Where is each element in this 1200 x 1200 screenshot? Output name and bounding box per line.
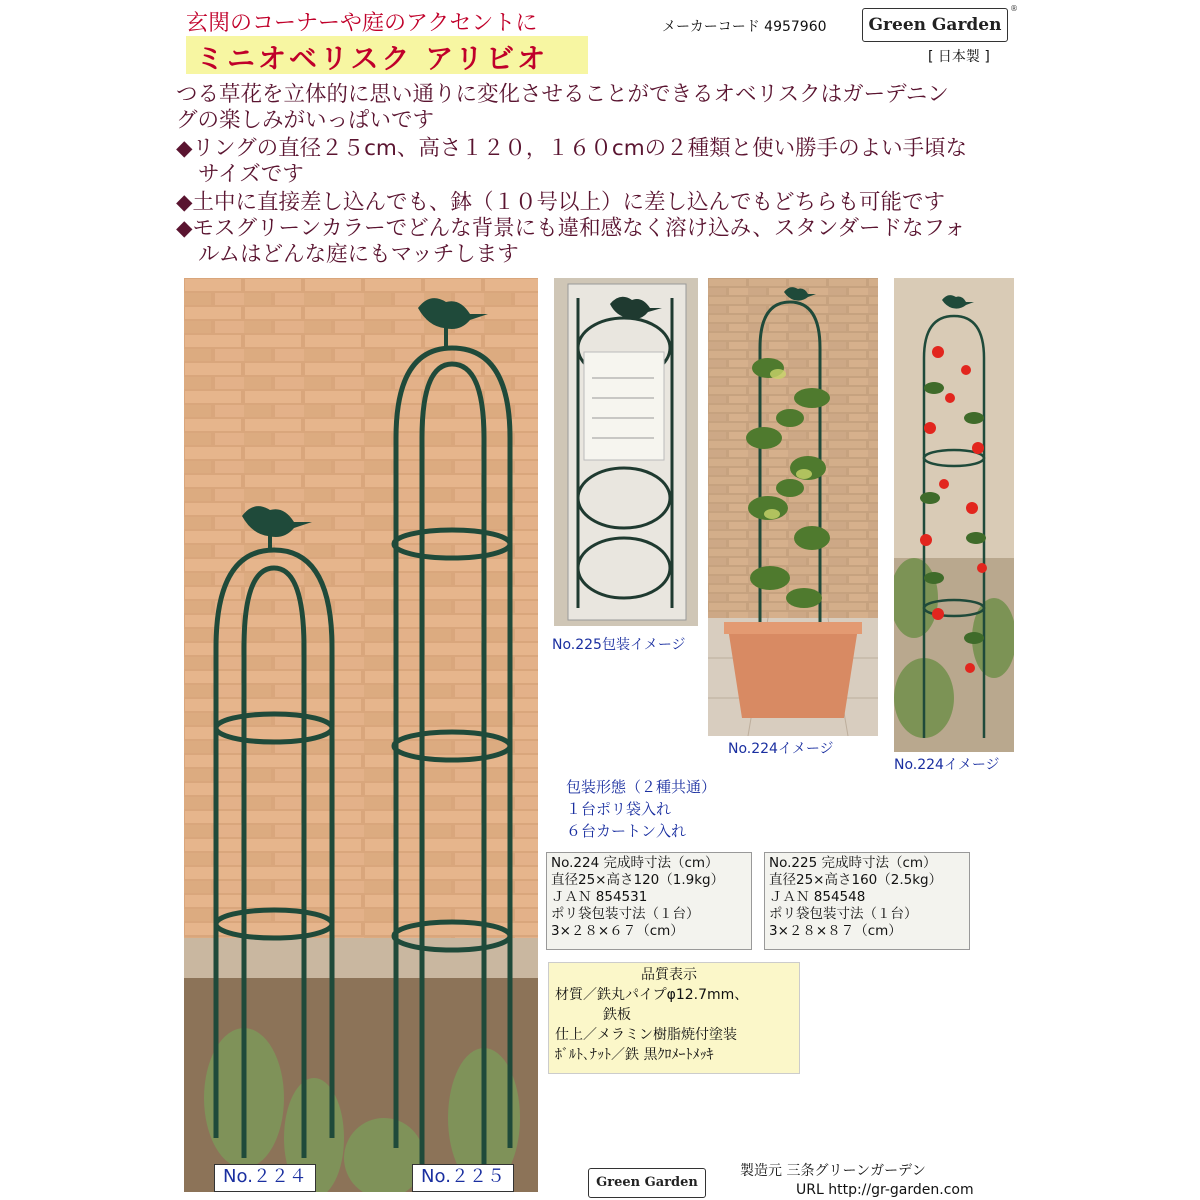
feature-line: ◆リングの直径２５cm、高さ１２０，１６０cmの２種類と使い勝手のよい手頃な bbox=[176, 136, 968, 161]
spec-line: 直径25×高さ160（2.5kg） bbox=[769, 872, 943, 888]
planter-photo bbox=[708, 278, 878, 736]
spec-box-224 bbox=[546, 852, 752, 950]
intro-line: グの楽しみがいっぱいです bbox=[176, 108, 435, 133]
packaging-line: ６台カートン入れ bbox=[566, 822, 687, 840]
label-no224: No.２２４ bbox=[214, 1164, 316, 1192]
spec-line: ＪＡＮ 854531 bbox=[551, 889, 648, 905]
intro-line: つる草花を立体的に思い通りに変化させることができるオベリスクはガーデニン bbox=[176, 82, 949, 107]
quality-line: ﾎﾞﾙﾄ､ﾅｯﾄ／鉄 黒ｸﾛﾒｰﾄﾒｯｷ bbox=[555, 1047, 714, 1063]
quality-box bbox=[548, 962, 800, 1074]
feature-line: ◆土中に直接差し込んでも、鉢（１０号以上）に差し込んでもどちらも可能です bbox=[176, 190, 946, 215]
brand-logo: Green Garden bbox=[862, 8, 1008, 42]
package-caption: No.225包装イメージ bbox=[552, 637, 686, 653]
spec-box-225 bbox=[764, 852, 970, 950]
spec-line: No.225 完成時寸法（cm） bbox=[769, 855, 937, 871]
spec-line: 直径25×高さ120（1.9kg） bbox=[551, 872, 725, 888]
quality-line: 材質／鉄丸パイプφ12.7mm、 bbox=[555, 987, 749, 1003]
maker-code: メーカーコード 4957960 bbox=[662, 19, 827, 35]
spec-line: 3×２８×８７（cm） bbox=[769, 923, 902, 939]
spec-line: 3×２８×６７（cm） bbox=[551, 923, 684, 939]
quality-heading: 品質表示 bbox=[641, 967, 697, 983]
packaging-line: １台ポリ袋入れ bbox=[566, 800, 672, 818]
main-product-photo bbox=[184, 278, 538, 1192]
package-photo bbox=[554, 278, 698, 626]
product-title: ミニオベリスク アリビオ bbox=[196, 42, 549, 75]
spec-line: No.224 完成時寸法（cm） bbox=[551, 855, 719, 871]
quality-line: 鉄板 bbox=[603, 1007, 631, 1023]
rose-caption: No.224イメージ bbox=[894, 757, 1000, 773]
tagline: 玄関のコーナーや庭のアクセントに bbox=[186, 11, 538, 36]
feature-line: ◆モスグリーンカラーでどんな背景にも違和感なく溶け込み、スタンダードなフォ bbox=[176, 216, 966, 241]
feature-line: ルムはどんな庭にもマッチします bbox=[198, 242, 519, 267]
rose-photo bbox=[894, 278, 1014, 752]
feature-line: サイズです bbox=[198, 162, 304, 187]
quality-line: 仕上／メラミン樹脂焼付塗装 bbox=[555, 1027, 737, 1043]
spec-line: ポリ袋包装寸法（１台） bbox=[551, 906, 700, 922]
footer-maker: 製造元 三条グリーンガーデン bbox=[740, 1163, 926, 1179]
label-no225: No.２２５ bbox=[412, 1164, 514, 1192]
planter-caption: No.224イメージ bbox=[728, 741, 834, 757]
spec-line: ポリ袋包装寸法（１台） bbox=[769, 906, 918, 922]
footer-url: URL http://gr-garden.com bbox=[796, 1182, 974, 1198]
packaging-heading: 包装形態（２種共通） bbox=[566, 778, 717, 796]
registered-mark: ® bbox=[1010, 4, 1018, 13]
spec-line: ＪＡＮ 854548 bbox=[769, 889, 866, 905]
footer-brand-logo: Green Garden bbox=[588, 1168, 706, 1198]
origin-label: [ 日本製 ] bbox=[928, 49, 990, 65]
